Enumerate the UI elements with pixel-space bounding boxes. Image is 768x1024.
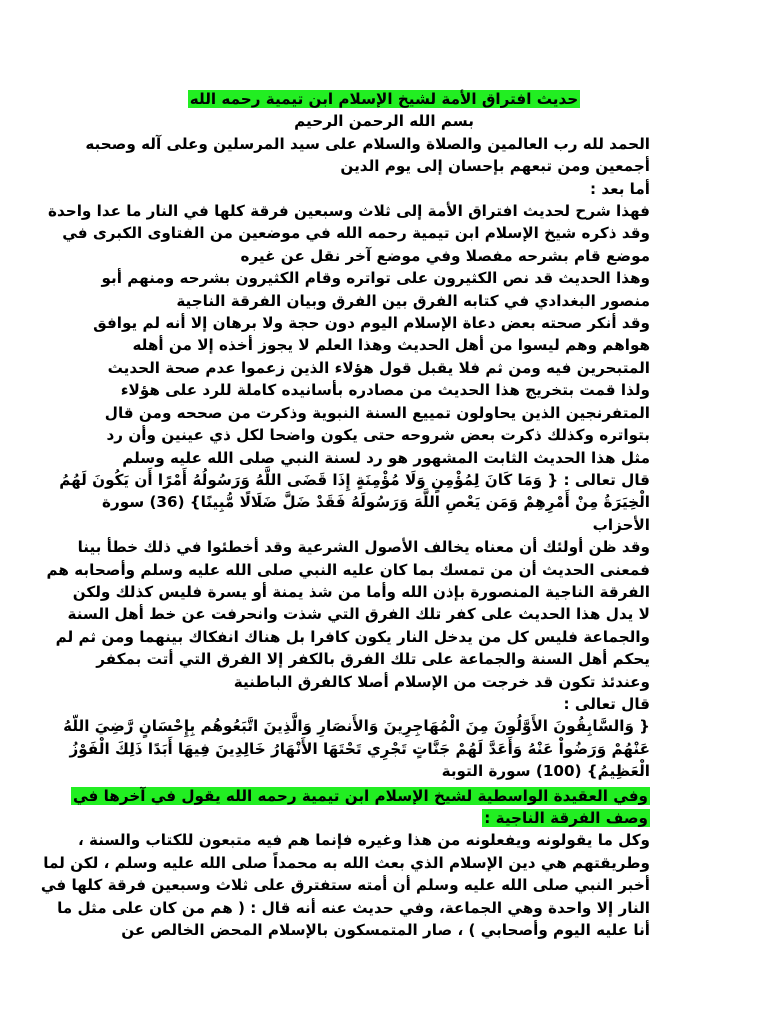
- text-line: وكل ما يقولونه ويفعلونه من هذا وغيره فإنما هم فيه متبعون للكتاب والسنة ،: [77, 831, 650, 850]
- text-line: المتبحرين فيه ومن ثم فلا يقبل قول هؤلاء الذين زعموا عدم صحة الحديث: [107, 358, 650, 377]
- text-line: والجماعة فليس كل من يدخل النار يكون كافرا بل هناك انفكاك بينهما ومن ثم لم: [55, 627, 650, 646]
- text-line: فهذا شرح لحديث افتراق الأمة إلى ثلاث وسبعين فرقة كلها في النار ما عدا واحدة: [48, 202, 650, 221]
- highlighted-line: [118, 807, 650, 829]
- text-line: هواهم وهم ليسوا من أهل الحديث وهذا العلم لا يجوز أخذه إلا من أهله: [132, 336, 650, 355]
- text-line: وقد أنكر صحته بعض دعاة الإسلام اليوم دون حجة ولا برهان إلا أنه لم يوافق: [93, 314, 650, 333]
- text-line: بتواتره وكذلك ذكرت بعض شروحه حتى يكون واضحا لكل ذي عينين وأن رد: [106, 426, 650, 445]
- highlight-text: وفي العقيدة الواسطية لشيخ الإسلام ابن تيمية رحمه الله يقول في آخرها في: [73, 786, 648, 805]
- text-line: يحكم أهل السنة والجماعة على تلك الفرق بالكفر إلا الفرق التي أتت بمكفر: [96, 650, 650, 669]
- highlighted-line: [73, 785, 650, 807]
- body-text: [46, 133, 650, 783]
- text-line: المتفرنجين الذين يحاولون تمييع السنة النبوية وذكرت من صححه ومن قال: [104, 403, 650, 422]
- text-line: أخبر النبي صلى الله عليه وسلم أن أمته ستفترق على ثلاث وسبعين فرقة كلها في: [40, 876, 650, 895]
- text-line: وعندئذ تكون قد خرجت من الإسلام أصلا كالفرق الباطنية: [233, 672, 650, 691]
- text-line: أنا عليه اليوم وأصحابي ) ، صار المتمسكون بالإسلام المحض الخالص عن: [121, 921, 650, 940]
- text-line: { وَالسَّابِقُونَ الأَوَّلُونَ مِنَ الْمُهَاجِرِينَ وَالأَنصَارِ وَالَّذِينَ اتَّبَعُوهُم بِإِحْسَانٍ رَّضِيَ اللّهُ: [63, 717, 650, 736]
- text-line: أجمعين ومن تبعهم بإحسان إلى يوم الدين: [340, 157, 650, 176]
- text-line: الأحزاب: [592, 515, 650, 534]
- text-line: النار إلا واحدة وهي الجماعة، وفي حديث عنه أنه قال : ( هم من كان على مثل ما: [57, 898, 650, 917]
- basmala: بسم الله الرحمن الرحيم: [294, 112, 474, 131]
- document-title: حديث افتراق الأمة لشيخ الإسلام ابن تيمية رحمه الله: [189, 90, 579, 108]
- text-line: وقد ظن أولئك أن معناه يخالف الأصول الشرعية وقد أخطئوا في ذلك خطأ بينا: [77, 538, 650, 557]
- body-text-continued: [40, 829, 650, 941]
- text-line: لا يدل هذا الحديث على كفر تلك الفرق التي شذت وانحرفت عن خط أهل السنة: [67, 605, 650, 624]
- text-line: الحمد لله رب العالمين والصلاة والسلام على سيد المرسلين وعلى آله وصحبه: [85, 134, 650, 153]
- text-line: الْعَظِيمُ} (100) سورة التوبة: [441, 762, 650, 781]
- text-line: وقد ذكره شيخ الإسلام ابن تيمية رحمه الله في موضعين من الفتاوى الكبرى في: [62, 224, 650, 243]
- text-line: وطريقتهم هي دين الإسلام الذي بعث الله به محمداً صلى الله عليه وسلم ، لكن لما: [43, 853, 650, 872]
- text-line: ولذا قمت بتخريج هذا الحديث من مصادره بأسانيده كاملة للرد على هؤلاء: [120, 381, 650, 400]
- text-line: قال تعالى : { وَمَا كَانَ لِمُؤْمِنٍ وَلَا مُؤْمِنَةٍ إِذَا قَضَى اللَّهُ وَرَسُولُهُ أَمْرًا أَن يَكُونَ لَهُمُ: [59, 470, 650, 489]
- highlight-text: وصف الفرقة الناجية :: [484, 809, 648, 827]
- text-line: عَنْهُمْ وَرَضُواْ عَنْهُ وَأَعَدَّ لَهُمْ جَنَّاتٍ تَجْرِي تَحْتَهَا الأَنْهَارُ خَالِدِينَ فِيهَا أَبَدًا ذَلِكَ الْفَوْزُ: [69, 739, 650, 758]
- text-line: فمعنى الحديث أن من تمسك بما كان عليه النبي صلى الله عليه وسلم وأصحابه هم: [46, 560, 650, 579]
- text-line: منصور البغدادي في كتابه الفرق بين الفرق وبيان الفرقة الناجية: [176, 291, 650, 310]
- text-line: موضع قام بشرحه مفصلا وفي موضع آخر نقل عن غيره: [240, 246, 650, 265]
- text-line: وهذا الحديث قد نص الكثيرون على تواتره وقام الكثيرون بشرحه ومنهم أبو: [101, 269, 650, 288]
- text-line: قال تعالى :: [563, 694, 650, 713]
- highlighted-heading: [73, 785, 650, 830]
- text-line: الفرقة الناجية المنصورة بإذن الله وأما من شذ يمنة أو يسرة فليس كذلك ولكن: [72, 582, 650, 601]
- text-line: مثل هذا الحديث الثابت المشهور هو رد لسنة النبي صلى الله عليه وسلم: [122, 448, 650, 467]
- text-line: الْخِيَرَةُ مِنْ أَمْرِهِمْ وَمَن يَعْصِ اللَّهَ وَرَسُولَهُ فَقَدْ ضَلَّ ضَلَالًا مُّبِينًا} (36) سورة: [102, 493, 650, 512]
- document-title-line: [118, 88, 650, 110]
- text-line: أما بعد :: [589, 179, 650, 198]
